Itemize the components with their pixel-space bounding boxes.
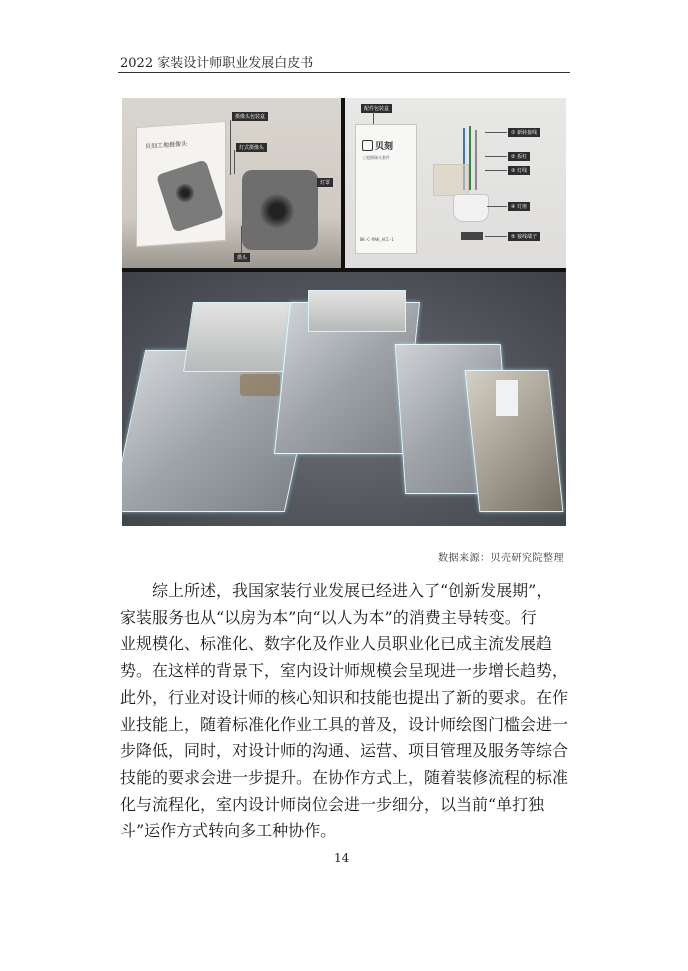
terminal-block bbox=[461, 232, 483, 240]
callout-camera-head: 摄头 bbox=[234, 253, 250, 262]
camera-lens-main bbox=[260, 194, 294, 228]
callout-lamp-holder: ④ 灯座 bbox=[508, 202, 530, 211]
accessory-package-box bbox=[355, 124, 417, 254]
brand-mark-icon bbox=[362, 140, 373, 151]
callout-new-adapter-cable: ① 新转接线 bbox=[508, 128, 540, 137]
box-brand-name: 贝刻 bbox=[375, 142, 394, 152]
scan-clutter bbox=[240, 374, 280, 396]
body-line: 技能的要求会进一步提升。在协作方式上，随着装修流程的标准 bbox=[120, 767, 569, 787]
camera-box-label: 贝刻工地摄像头 bbox=[145, 140, 188, 151]
body-line: 综上所述，我国家装行业发展已经进入了“创新发展期”， bbox=[120, 581, 553, 600]
box-brand-logo bbox=[362, 139, 393, 152]
callout-accessory-box: 配件包装盒 bbox=[361, 104, 392, 113]
box-subtitle: 工地摄像头套件 bbox=[362, 155, 390, 160]
page-number: 14 bbox=[334, 851, 350, 865]
callout-lamp-wire: ③ 灯线 bbox=[508, 166, 530, 175]
running-header-title: 2022 家装设计师职业发展白皮书 bbox=[120, 56, 314, 71]
lamp-socket bbox=[453, 194, 489, 222]
body-line: 业规模化、标准化、数字化及作业人员职业化已成主流发展趋 bbox=[120, 634, 553, 654]
header-divider bbox=[118, 72, 570, 73]
body-line: 斗”运作方式转向多工种协作。 bbox=[120, 821, 337, 841]
callout-lever: ② 扳杠 bbox=[508, 152, 530, 161]
body-line: 此外，行业对设计师的核心知识和技能也提出了新的要求。在作 bbox=[120, 687, 569, 707]
3d-apartment-scan-photo bbox=[122, 272, 566, 526]
body-line: 化与流程化，室内设计师岗位会进一步细分，以当前“单打独 bbox=[120, 794, 545, 814]
callout-camera-box: 摄像头包装盒 bbox=[232, 112, 268, 121]
callout-lamp-camera: 灯式摄像头 bbox=[236, 143, 267, 152]
callout-wiring-terminal: ⑤ 接线端子 bbox=[508, 232, 540, 241]
callout-lamp-shade: 灯罩 bbox=[317, 178, 333, 187]
camera-product-photo bbox=[122, 98, 341, 268]
body-line: 业技能上，随着标准化作业工具的普及，设计师绘图门槛会进一 bbox=[120, 714, 569, 734]
body-paragraph bbox=[120, 578, 582, 845]
body-line: 家装服务也从“以房为本”向“以人为本”的消费主导转变。行 bbox=[120, 607, 537, 627]
body-line: 势。在这样的背景下，室内设计师规模会呈现进一步增长趋势， bbox=[120, 661, 569, 681]
scan-wall-center bbox=[308, 290, 406, 332]
accessory-kit-photo bbox=[345, 98, 566, 268]
box-model-number: BK-C-MAK_ACC-1 bbox=[360, 237, 394, 242]
figure-source-caption: 数据来源：贝壳研究院整理 bbox=[438, 553, 564, 564]
figure-photo-collage bbox=[122, 98, 566, 526]
body-line: 步降低，同时，对设计师的沟通、运营、项目管理及服务等综合 bbox=[120, 741, 569, 761]
scan-window-light bbox=[496, 380, 518, 416]
screws-bag bbox=[433, 164, 469, 196]
camera-lens-left bbox=[176, 184, 194, 202]
